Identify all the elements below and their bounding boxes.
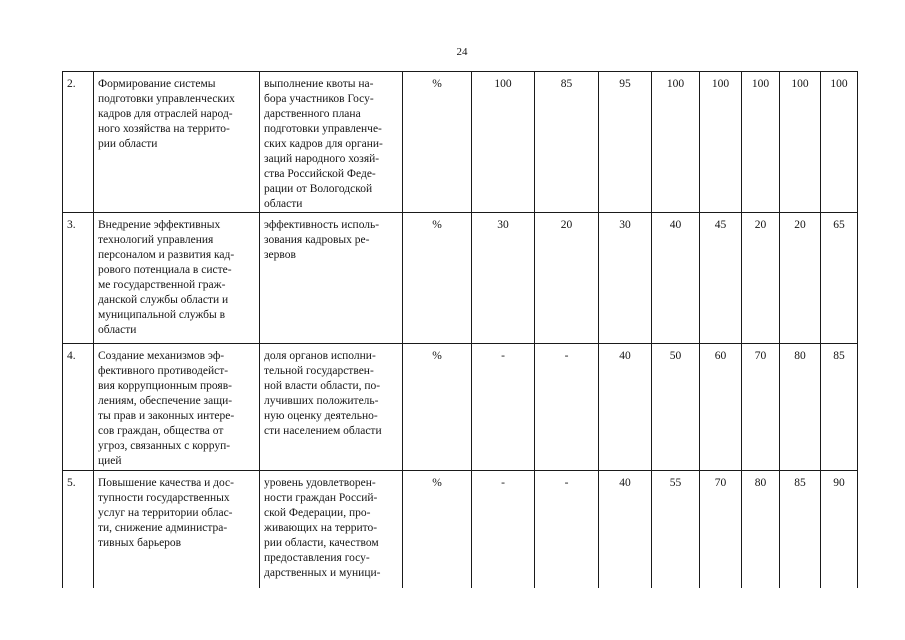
task-line: Создание механизмов эф- bbox=[98, 350, 225, 362]
task-line: лениям, обеспечение защи- bbox=[98, 395, 233, 407]
unit-cell: % bbox=[403, 213, 472, 344]
value-cell: 70 bbox=[700, 471, 742, 588]
table-row bbox=[63, 213, 858, 344]
task-line: угроз, связанных с корруп- bbox=[98, 440, 231, 452]
task-line: персоналом и развития кад- bbox=[98, 249, 235, 261]
task-line: сов граждан, общества от bbox=[98, 425, 224, 437]
value-cell: 95 bbox=[599, 72, 652, 213]
value-cell: 20 bbox=[742, 213, 780, 344]
task-line: подготовки управленческих bbox=[98, 93, 235, 105]
value-cell: 100 bbox=[472, 72, 535, 213]
indicator-line: тельной государствен- bbox=[264, 365, 374, 377]
value-cell: 100 bbox=[821, 72, 858, 213]
indicator-cell bbox=[260, 471, 403, 588]
value-cell: 30 bbox=[472, 213, 535, 344]
task-line: тивных барьеров bbox=[98, 537, 182, 549]
task-line: услуг на территории облас- bbox=[98, 507, 233, 519]
indicator-line: ской Федерации, про- bbox=[264, 507, 371, 519]
indicator-line: живающих на террито- bbox=[264, 522, 378, 534]
task-line: области bbox=[98, 324, 137, 336]
value-cell: - bbox=[535, 344, 599, 471]
indicator-line: доля органов исполни- bbox=[264, 350, 376, 362]
value-cell: 85 bbox=[821, 344, 858, 471]
indicator-line: лучивших положитель- bbox=[264, 395, 379, 407]
task-line: тупности государственных bbox=[98, 492, 230, 504]
task-line: фективного противодейст- bbox=[98, 365, 229, 377]
value-cell: 100 bbox=[742, 72, 780, 213]
value-cell: 40 bbox=[652, 213, 700, 344]
task-line: рии области bbox=[98, 138, 158, 150]
indicator-line: сти населением области bbox=[264, 425, 382, 437]
indicator-cell bbox=[260, 72, 403, 213]
value-cell: 60 bbox=[700, 344, 742, 471]
value-cell: 80 bbox=[742, 471, 780, 588]
indicator-line: дарственных и муници- bbox=[264, 567, 381, 579]
task-line: цией bbox=[98, 455, 122, 467]
unit-cell: % bbox=[403, 471, 472, 588]
indicator-line: заций народного хозяй- bbox=[264, 153, 380, 165]
indicator-cell bbox=[260, 344, 403, 471]
indicator-line: зервов bbox=[264, 249, 296, 261]
task-line: рового потенциала в систе- bbox=[98, 264, 232, 276]
row-number: 2. bbox=[63, 72, 94, 213]
indicator-line: дарственного плана bbox=[264, 108, 361, 120]
task-line: ного хозяйства на террито- bbox=[98, 123, 230, 135]
value-cell: 55 bbox=[652, 471, 700, 588]
value-cell: 65 bbox=[821, 213, 858, 344]
value-cell: 90 bbox=[821, 471, 858, 588]
value-cell: 20 bbox=[535, 213, 599, 344]
task-line: ти, снижение администра- bbox=[98, 522, 228, 534]
indicator-line: бора участников Госу- bbox=[264, 93, 374, 105]
indicator-cell bbox=[260, 213, 403, 344]
value-cell: 85 bbox=[780, 471, 821, 588]
indicator-line: подготовки управленче- bbox=[264, 123, 382, 135]
indicator-line: ную оценку деятельно- bbox=[264, 410, 378, 422]
value-cell: 40 bbox=[599, 344, 652, 471]
indicator-line: ства Российской Феде- bbox=[264, 168, 376, 180]
indicator-line: эффективность исполь- bbox=[264, 219, 380, 231]
task-line: ме государственной граж- bbox=[98, 279, 226, 291]
task-line: Повышение качества и дос- bbox=[98, 477, 234, 489]
row-number: 4. bbox=[63, 344, 94, 471]
value-cell: - bbox=[472, 344, 535, 471]
row-number: 3. bbox=[63, 213, 94, 344]
value-cell: 40 bbox=[599, 471, 652, 588]
task-cell bbox=[94, 72, 260, 213]
indicator-line: предоставления госу- bbox=[264, 552, 370, 564]
task-line: муниципальной службы в bbox=[98, 309, 226, 321]
table-row bbox=[63, 72, 858, 213]
task-line: вия коррупционным прояв- bbox=[98, 380, 232, 392]
task-line: Внедрение эффективных bbox=[98, 219, 221, 231]
task-line: кадров для отраслей народ- bbox=[98, 108, 233, 120]
unit-cell: % bbox=[403, 344, 472, 471]
value-cell: - bbox=[535, 471, 599, 588]
indicator-line: ности граждан Россий- bbox=[264, 492, 378, 504]
indicator-line: рации от Вологодской bbox=[264, 183, 373, 195]
value-cell: 100 bbox=[780, 72, 821, 213]
value-cell: 50 bbox=[652, 344, 700, 471]
value-cell: 45 bbox=[700, 213, 742, 344]
task-line: Формирование системы bbox=[98, 78, 216, 90]
indicators-table bbox=[62, 71, 858, 588]
task-line: ты прав и законных интере- bbox=[98, 410, 235, 422]
value-cell: 30 bbox=[599, 213, 652, 344]
indicator-line: ских кадров для органи- bbox=[264, 138, 383, 150]
indicator-line: области bbox=[264, 198, 303, 210]
page-number: 24 bbox=[456, 46, 468, 58]
row-number: 5. bbox=[63, 471, 94, 588]
task-cell bbox=[94, 344, 260, 471]
indicator-line: ной власти области, по- bbox=[264, 380, 381, 392]
value-cell: 20 bbox=[780, 213, 821, 344]
task-cell bbox=[94, 471, 260, 588]
table-row bbox=[63, 344, 858, 471]
indicator-line: уровень удовлетворен- bbox=[264, 477, 376, 489]
indicator-line: рии области, качеством bbox=[264, 537, 379, 549]
value-cell: 85 bbox=[535, 72, 599, 213]
value-cell: 100 bbox=[700, 72, 742, 213]
indicator-line: выполнение квоты на- bbox=[264, 78, 374, 90]
value-cell: 80 bbox=[780, 344, 821, 471]
value-cell: - bbox=[472, 471, 535, 588]
table-row bbox=[63, 471, 858, 588]
unit-cell: % bbox=[403, 72, 472, 213]
value-cell: 100 bbox=[652, 72, 700, 213]
indicator-line: зования кадровых ре- bbox=[264, 234, 370, 246]
value-cell: 70 bbox=[742, 344, 780, 471]
task-line: данской службы области и bbox=[98, 294, 229, 306]
task-line: технологий управления bbox=[98, 234, 214, 246]
task-cell bbox=[94, 213, 260, 344]
